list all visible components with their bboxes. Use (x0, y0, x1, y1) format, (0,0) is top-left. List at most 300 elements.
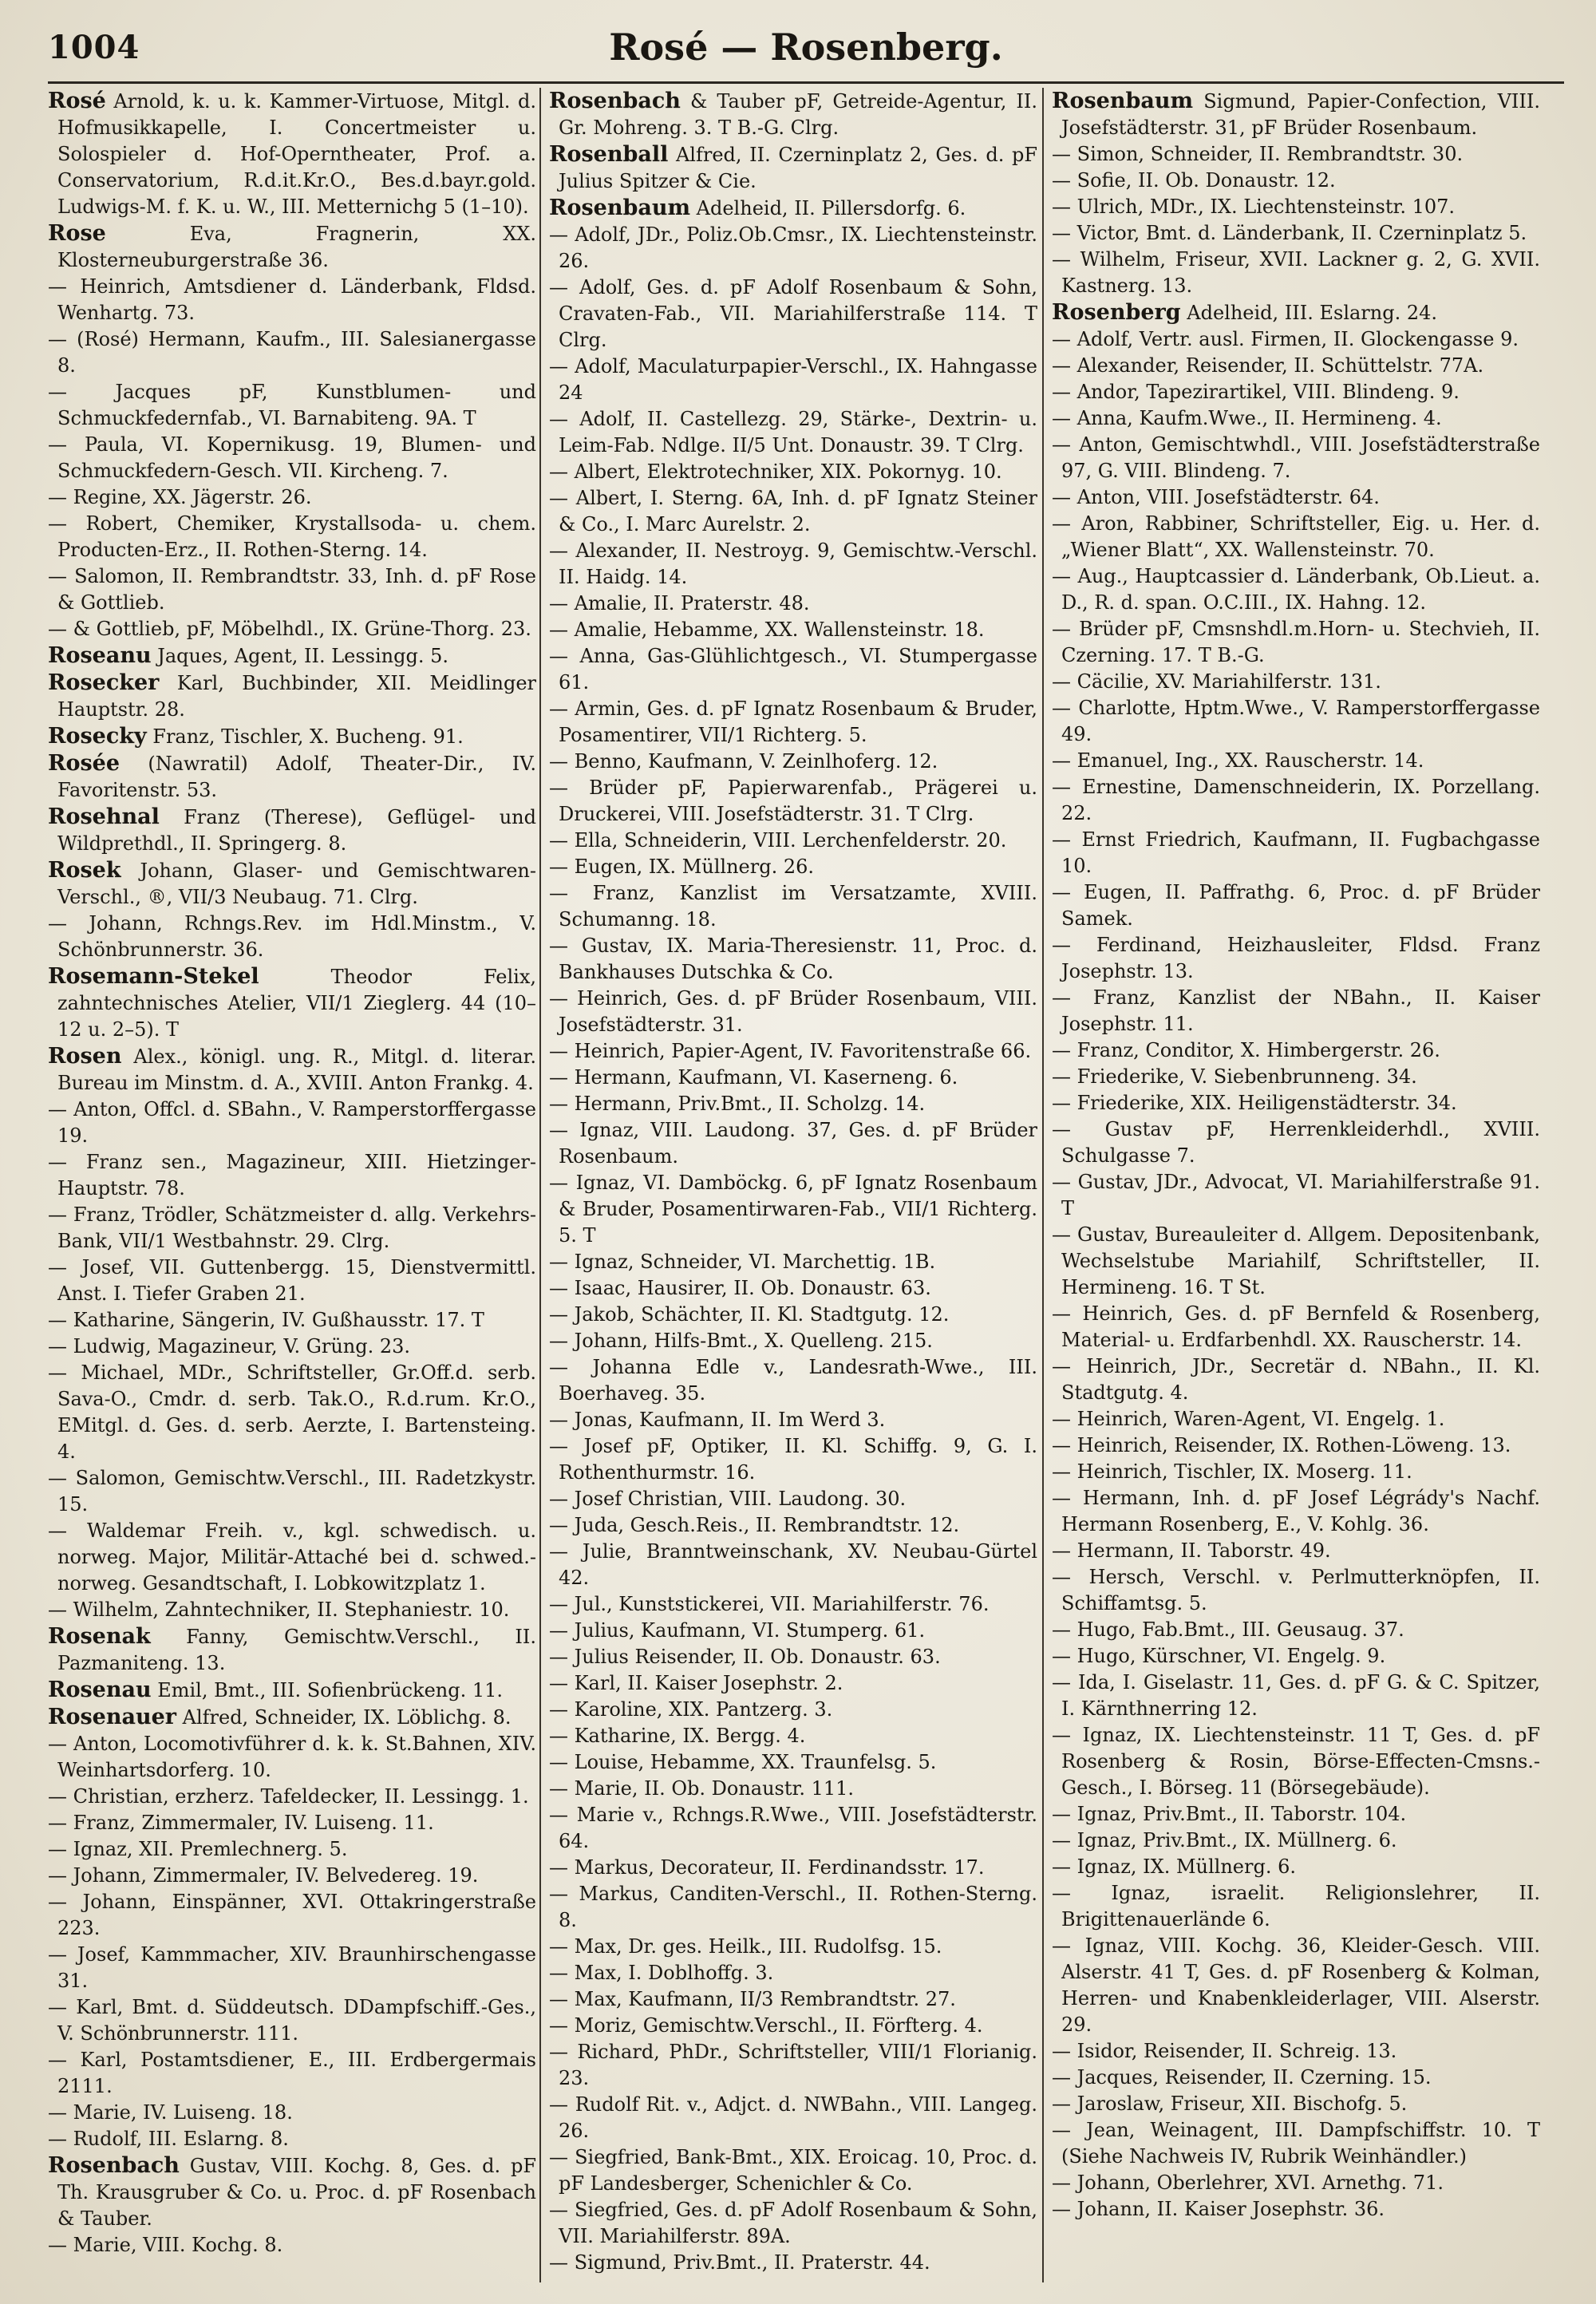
entry-text: — Max, Kaufmann, II/3 Rembrandtstr. 27. (549, 1988, 956, 2010)
entry-text: — Christian, erzherz. Tafeldecker, II. Lessingg. 1. (48, 1785, 529, 1808)
entry-text: — Albert, Elektrotechniker, XIX. Pokornyg. 10. (549, 460, 1002, 483)
entry-text: — Anton, Offcl. d. SBahn., V. Ramperstorffergasse 19. (48, 1098, 536, 1147)
directory-entry (48, 432, 536, 484)
entry-text: — Ignaz, VI. Damböckg. 6, pF Ignatz Rosenbaum & Bruder, Posamentirwaren-Fab., VII/1 Richterg. 5. T (549, 1172, 1037, 1247)
entry-text: Eva, Fragnerin, XX. Klosterneuburgerstraße 36. (57, 223, 536, 271)
entry-text: — Andor, Tapezirartikel, VIII. Blindeng. 9. (1052, 381, 1460, 403)
directory-entry (48, 670, 536, 723)
surname-heading: Roseanu (48, 643, 152, 668)
entry-text: — Hermann, II. Taborstr. 49. (1052, 1539, 1331, 1562)
directory-entry (549, 1986, 1037, 2013)
directory-entry (48, 1784, 536, 1810)
directory-entry (48, 1255, 536, 1307)
entry-text: — Anton, Locomotivführer d. k. k. St.Bahnen, XIV. Weinhartsdorferg. 10. (48, 1733, 536, 1781)
entry-text: — Ludwig, Magazineur, V. Grüng. 23. (48, 1335, 411, 1358)
directory-entry (48, 616, 536, 642)
directory-entry (1052, 405, 1540, 432)
directory-entry (1052, 669, 1540, 695)
directory-entry (549, 1644, 1037, 1670)
entry-text: — Markus, Canditen-Verschl., II. Rothen-Sterng. 8. (549, 1883, 1037, 1931)
entry-text: — Friederike, V. Siebenbrunneng. 34. (1052, 1065, 1417, 1088)
entry-text: — Hugo, Kürschner, VI. Engelg. 9. (1052, 1645, 1386, 1667)
entry-text: — Eugen, IX. Müllnerg. 26. (549, 856, 815, 878)
entry-text: — Ella, Schneiderin, VIII. Lerchenfelderstr. 20. (549, 829, 1007, 852)
entry-text: — Heinrich, JDr., Secretär d. NBahn., II. Kl. Stadtgutg. 4. (1052, 1355, 1540, 1404)
directory-entry (1052, 1064, 1540, 1090)
entry-text: & Tauber pF, Getreide-Agentur, II. Gr. Mohreng. 3. T B.-G. Clrg. (559, 90, 1037, 139)
entry-text: — Isaac, Hausirer, II. Ob. Donaustr. 63. (549, 1277, 931, 1299)
entry-text: — Ignaz, IX. Liechtensteinstr. 11 T, Ges. d. pF Rosenberg & Rosin, Börse-Effecten-Cmsns.-Gesch., I. Börseg. 11 (Börsegebäude). (1052, 1724, 1540, 1799)
entry-text: — Hermann, Kaufmann, VI. Kaserneng. 6. (549, 1066, 958, 1089)
entry-text: — Jean, Weinagent, III. Dampfschiffstr. 10. T (Siehe Nachweis IV, Rubrik Weinhändler.) (1052, 2119, 1540, 2168)
entry-text: — Gustav, IX. Maria-Theresienstr. 11, Proc. d. Bankhauses Dutschka & Co. (549, 935, 1037, 983)
entry-text: Theodor Felix, zahntechnisches Atelier, VII/1 Zieglerg. 44 (10–12 u. 2–5). T (57, 966, 536, 1041)
entry-text: Alfred, Schneider, IX. Löblichg. 8. (176, 1706, 512, 1729)
header-rule (48, 81, 1564, 84)
entry-text: — Brüder pF, Papierwarenfab., Prägerei u. Druckerei, VIII. Josefstädterstr. 31. T Clrg. (549, 777, 1037, 825)
surname-heading: Rosenbach (48, 2153, 180, 2178)
entry-text: — Ernst Friedrich, Kaufmann, II. Fugbachgasse 10. (1052, 828, 1540, 877)
entry-text: — Heinrich, Ges. d. pF Bernfeld & Rosenberg, Material- u. Erdfarbenhdl. XX. Rauscherstr. 14. (1052, 1302, 1540, 1351)
entry-text: — Julie, Branntweinschank, XV. Neubau-Gürtel 42. (549, 1540, 1037, 1589)
directory-entry (549, 933, 1037, 986)
directory-entry (549, 696, 1037, 749)
entry-text: — Isidor, Reisender, II. Schreig. 13. (1052, 2040, 1397, 2062)
directory-entry (1052, 2038, 1540, 2065)
directory-entry (1052, 774, 1540, 827)
directory-entry (549, 406, 1037, 459)
entry-text: — Jaroslaw, Friseur, XII. Bischofg. 5. (1052, 2093, 1408, 2115)
entry-text: — Josef, VII. Guttenbergg. 15, Dienstvermittl. Anst. I. Tiefer Graben 21. (48, 1256, 536, 1305)
entry-text: — Sofie, II. Ob. Donaustr. 12. (1052, 169, 1336, 192)
directory-entry (1052, 1643, 1540, 1670)
directory-entry (1052, 1828, 1540, 1854)
directory-entry (549, 1802, 1037, 1855)
directory-entry (48, 804, 536, 857)
directory-entry (48, 1097, 536, 1149)
entry-text: — Robert, Chemiker, Krystallsoda- u. chem. Producten-Erz., II. Rothen-Sterng. 14. (48, 512, 536, 561)
directory-entry (1052, 616, 1540, 669)
entry-text: — Jonas, Kaufmann, II. Im Werd 3. (549, 1409, 886, 1431)
entry-text: — Johanna Edle v., Landesrath-Wwe., III. Boerhaveg. 35. (549, 1356, 1037, 1405)
entry-text: — Emanuel, Ing., XX. Rauscherstr. 14. (1052, 749, 1424, 772)
entry-text: — Franz, Kanzlist der NBahn., II. Kaiser Josephstr. 11. (1052, 986, 1540, 1035)
directory-entry (1052, 695, 1540, 748)
directory-entry (48, 1518, 536, 1597)
entry-text: — Julius Reisender, II. Ob. Donaustr. 63. (549, 1646, 941, 1668)
entry-text: — Jakob, Schächter, II. Kl. Stadtgutg. 12. (549, 1303, 950, 1326)
surname-heading: Rosenball (549, 142, 669, 167)
entry-text: Franz, Tischler, X. Bucheng. 91. (146, 725, 464, 748)
surname-heading: Rosé (48, 89, 106, 113)
entry-text: — Simon, Schneider, II. Rembrandtstr. 30. (1052, 143, 1464, 165)
entry-text: — Ignaz, VIII. Kochg. 36, Kleider-Gesch. VIII. Alserstr. 41 T, Ges. d. pF Rosenberg & Kolman, Herren- und Knabenkleiderlager, VIII. Alserstr. 29. (1052, 1934, 1540, 2036)
directory-entry (1052, 379, 1540, 405)
directory-entry (1052, 2091, 1540, 2117)
entry-text: — Johann, II. Kaiser Josephstr. 36. (1052, 2198, 1385, 2220)
entry-text: Franz (Therese), Geflügel- und Wildprethdl., II. Springerg. 8. (57, 806, 536, 855)
entry-text: — Siegfried, Bank-Bmt., XIX. Eroicag. 10, Proc. d. pF Landesberger, Schenichler & Co. (549, 2146, 1037, 2195)
entry-text: — Josef, Kammmacher, XIV. Braunhirschengasse 31. (48, 1943, 536, 1992)
directory-entry (549, 1539, 1037, 1591)
directory-entry (48, 379, 536, 432)
directory-entry (1052, 1933, 1540, 2038)
entry-text: — Alexander, Reisender, II. Schüttelstr. 77A. (1052, 354, 1484, 377)
entry-text: — Alexander, II. Nestroyg. 9, Gemischtw.-Verschl. II. Haidg. 14. (549, 539, 1037, 588)
directory-entry (48, 1731, 536, 1784)
entry-text: — Amalie, II. Praterstr. 48. (549, 592, 810, 615)
entry-text: — Siegfried, Ges. d. pF Adolf Rosenbaum & Sohn, VII. Mariahilferstr. 89A. (549, 2199, 1037, 2247)
entry-text: — Salomon, II. Rembrandtstr. 33, Inh. d. pF Rose & Gottlieb. (48, 565, 536, 614)
entry-text: — Moriz, Gemischtw.Verschl., II. Förfterg. 4. (549, 2014, 983, 2037)
directory-entry (549, 591, 1037, 617)
directory-entry (1052, 1301, 1540, 1354)
entry-text: Alfred, II. Czerninplatz 2, Ges. d. pF Julius Spitzer & Cie. (559, 144, 1037, 192)
entry-text: — Jul., Kunststickerei, VII. Mariahilferstr. 76. (549, 1593, 990, 1615)
entry-text: Arnold, k. u. k. Kammer-Virtuose, Mitgl. d. Hofmusikkapelle, I. Concertmeister u. Solospieler d. Hof-Operntheater, Prof. a. Conservatorium, R.d.it.Kr.O., Bes.d.bayr.gold. Ludwigs-M. f. K. u. W., III. Metternichg 5 (1–10). (57, 90, 536, 218)
surname-heading: Rosenbach (549, 89, 681, 113)
directory-entry (48, 220, 536, 274)
page-number: 1004 (48, 29, 140, 66)
directory-entry (549, 195, 1037, 222)
directory-entry (549, 1170, 1037, 1249)
entry-text: — & Gottlieb, pF, Möbelhdl., IX. Grüne-Thorg. 23. (48, 618, 531, 640)
directory-entry (1052, 168, 1540, 194)
entry-text: — Aron, Rabbiner, Schriftsteller, Eig. u. Her. d. „Wiener Blatt“, XX. Wallensteinstr. 70. (1052, 512, 1540, 561)
directory-entry (1052, 432, 1540, 484)
entry-text: — Hermann, Inh. d. pF Josef Légrády's Nachf. Hermann Rosenberg, E., V. Kohlg. 36. (1052, 1487, 1540, 1535)
directory-entry (1052, 1222, 1540, 1301)
directory-entry (549, 1091, 1037, 1117)
directory-entry (549, 1328, 1037, 1354)
entry-text: — Paula, VI. Kopernikusg. 19, Blumen- und Schmuckfedern-Gesch. VII. Kircheng. 7. (48, 433, 536, 482)
surname-heading: Rosée (48, 751, 120, 776)
directory-entry (549, 1302, 1037, 1328)
entry-text: — Ignaz, Priv.Bmt., IX. Müllnerg. 6. (1052, 1829, 1397, 1851)
directory-entry (48, 1810, 536, 1836)
directory-entry (48, 2047, 536, 2100)
directory-entry (549, 617, 1037, 643)
entry-text: — Ignaz, VIII. Laudong. 37, Ges. d. pF Brüder Rosenbaum. (549, 1119, 1037, 1168)
directory-entry (48, 1202, 536, 1255)
entry-text: — Ignaz, israelit. Religionslehrer, II. Brigittenauerlände 6. (1052, 1882, 1540, 1931)
directory-entry (549, 986, 1037, 1038)
directory-entry (48, 857, 536, 911)
entry-text: — Marie, II. Ob. Donaustr. 111. (549, 1777, 855, 1800)
directory-entry (48, 2126, 536, 2152)
entry-text: — Katharine, Sängerin, IV. Gußhausstr. 17. T (48, 1309, 484, 1331)
directory-entry (1052, 141, 1540, 168)
directory-entry (48, 642, 536, 670)
directory-entry (1052, 563, 1540, 616)
directory-entry (48, 911, 536, 963)
surname-heading: Rosenau (48, 1678, 152, 1702)
column-1 (48, 88, 536, 2290)
surname-heading: Rosek (48, 858, 121, 883)
entry-text: — Hersch, Verschl. v. Perlmutterknöpfen, II. Schiffamtsg. 5. (1052, 1566, 1540, 1614)
entry-text: — Richard, PhDr., Schriftsteller, VIII/1 Florianig. 23. (549, 2041, 1037, 2089)
directory-entry (549, 1433, 1037, 1486)
entry-text: Karl, Buchbinder, XII. Meidlinger Hauptstr. 28. (57, 672, 536, 721)
directory-entry (549, 1486, 1037, 1512)
directory-entry (549, 1697, 1037, 1723)
directory-entry (1052, 1880, 1540, 1933)
directory-entry (549, 222, 1037, 275)
entry-text: — Hugo, Fab.Bmt., III. Geusaug. 37. (1052, 1618, 1404, 1641)
entry-text: — Anton, Gemischtwhdl., VIII. Josefstädterstraße 97, G. VIII. Blindeng. 7. (1052, 433, 1540, 482)
entry-text: — Anna, Gas-Glühlichtgesch., VI. Stumpergasse 61. (549, 645, 1037, 694)
entry-text: Johann, Glaser- und Gemischtwaren-Verschl., ®, VII/3 Neubaug. 71. Clrg. (57, 860, 536, 908)
directory-entry (48, 1043, 536, 1097)
entry-text: — Aug., Hauptcassier d. Länderbank, Ob.Lieut. a. D., R. d. span. O.C.III., IX. Hahng. 12. (1052, 565, 1540, 614)
directory-entry (1052, 2065, 1540, 2091)
directory-entry (549, 1618, 1037, 1644)
directory-entry (1052, 2196, 1540, 2223)
entry-text: Adelheid, II. Pillersdorfg. 6. (690, 197, 966, 219)
directory-entry (1052, 1722, 1540, 1801)
directory-entry (48, 326, 536, 379)
directory-entry (1052, 2117, 1540, 2170)
entry-text: — Albert, I. Sterng. 6A, Inh. d. pF Ignatz Steiner & Co., I. Marc Aurelstr. 2. (549, 487, 1037, 535)
directory-entry (48, 1307, 536, 1334)
directory-entry (48, 1360, 536, 1465)
directory-entry (1052, 748, 1540, 774)
directory-entry (549, 1934, 1037, 1960)
entry-text: Gustav, VIII. Kochg. 8, Ges. d. pF Th. Krausgruber & Co. u. Proc. d. pF Rosenbach & Tauber. (57, 2155, 536, 2230)
surname-heading: Rose (48, 221, 106, 246)
surname-heading: Rosenberg (1052, 300, 1181, 325)
directory-entry (1052, 2170, 1540, 2196)
directory-entry (549, 880, 1037, 933)
directory-entry (48, 1704, 536, 1731)
entry-text: — Adolf, Vertr. ausl. Firmen, II. Glockengasse 9. (1052, 328, 1519, 350)
surname-heading: Rosenauer (48, 1705, 176, 1729)
entry-text: Fanny, Gemischtw.Verschl., II. Pazmaniteng. 13. (57, 1626, 536, 1674)
entry-text: — Ignaz, Schneider, VI. Marchettig. 1B. (549, 1251, 936, 1273)
entry-text: Sigmund, Papier-Confection, VIII. Josefstädterstr. 31, pF Brüder Rosenbaum. (1061, 90, 1540, 139)
directory-entry (48, 1465, 536, 1518)
directory-entry (1052, 1090, 1540, 1116)
entry-text: — Jacques pF, Kunstblumen- und Schmuckfedernfab., VI. Barnabiteng. 9A. T (48, 381, 536, 429)
entry-text: — Rudolf Rit. v., Adjct. d. NWBahn., VIII. Langeg. 26. (549, 2093, 1037, 2142)
directory-entry (1052, 1433, 1540, 1459)
directory-entry (48, 563, 536, 616)
entry-text: — Charlotte, Hptm.Wwe., V. Ramperstorffergasse 49. (1052, 697, 1540, 745)
entry-text: — Ignaz, XII. Premlechnerg. 5. (48, 1838, 348, 1860)
directory-entry (48, 1334, 536, 1360)
entry-text: — Katharine, IX. Bergg. 4. (549, 1725, 806, 1747)
entry-text: — Franz, Kanzlist im Versatzamte, XVIII. Schumanng. 18. (549, 882, 1037, 931)
entry-text: — Jacques, Reisender, II. Czerning. 15. (1052, 2066, 1432, 2089)
directory-entry (549, 2039, 1037, 2092)
surname-heading: Rosenbaum (1052, 89, 1194, 113)
entry-text: — Ferdinand, Heizhausleiter, Fldsd. Franz Josephstr. 13. (1052, 934, 1540, 982)
directory-entry (48, 1994, 536, 2047)
directory-entry (48, 484, 536, 511)
entry-text: — Johann, Oberlehrer, XVI. Arnethg. 71. (1052, 2172, 1444, 2194)
directory-entry (549, 88, 1037, 141)
directory-entry (1052, 353, 1540, 379)
directory-entry (48, 750, 536, 804)
directory-entry (48, 2100, 536, 2126)
directory-entry (1052, 1116, 1540, 1169)
directory-entry (1052, 1670, 1540, 1722)
entry-text: Adelheid, III. Eslarng. 24. (1180, 302, 1438, 324)
directory-entry (549, 485, 1037, 538)
directory-entry (1052, 326, 1540, 353)
directory-entry (549, 828, 1037, 854)
directory-entry (549, 1249, 1037, 1275)
directory-entry (48, 1149, 536, 1202)
directory-entry (1052, 484, 1540, 511)
directory-entry (1052, 1406, 1540, 1433)
column-2 (549, 88, 1037, 2290)
entry-text: — Heinrich, Reisender, IX. Rothen-Löweng. 13. (1052, 1434, 1511, 1456)
directory-entry (549, 1038, 1037, 1065)
entry-text: — Regine, XX. Jägerstr. 26. (48, 486, 312, 508)
directory-entry (48, 963, 536, 1043)
directory-entry (1052, 985, 1540, 1037)
directory-entry (549, 2250, 1037, 2276)
entry-text: — Josef pF, Optiker, II. Kl. Schiffg. 9, G. I. Rothenthurmstr. 16. (549, 1435, 1037, 1484)
entry-text: — Ignaz, Priv.Bmt., II. Taborstr. 104. (1052, 1803, 1407, 1825)
directory-entry (549, 1881, 1037, 1934)
entry-text: — Josef Christian, VIII. Laudong. 30. (549, 1488, 907, 1510)
surname-heading: Rosecky (48, 724, 147, 749)
entry-text: (Nawratil) Adolf, Theater-Dir., IV. Favoritenstr. 53. (57, 753, 536, 801)
entry-text: — Anna, Kaufm.Wwe., II. Hermineng. 4. (1052, 407, 1442, 429)
entry-text: — Franz sen., Magazineur, XIII. Hietzinger-Hauptstr. 78. (48, 1151, 536, 1199)
directory-entry (549, 2144, 1037, 2197)
entry-text: — Wilhelm, Zahntechniker, II. Stephaniestr. 10. (48, 1599, 510, 1621)
entry-text: — Ida, I. Giselastr. 11, Ges. d. pF G. & C. Spitzer, I. Kärnthnerring 12. (1052, 1671, 1540, 1720)
entry-text: — Johann, Einspänner, XVI. Ottakringerstraße 223. (48, 1891, 536, 1939)
directory-entry (549, 459, 1037, 485)
directory-entry (1052, 194, 1540, 220)
entry-text: — Marie, IV. Luiseng. 18. (48, 2101, 293, 2124)
entry-text: — Johann, Zimmermaler, IV. Belvedereg. 19. (48, 1864, 479, 1887)
surname-heading: Rosenak (48, 1624, 151, 1649)
directory-entry (549, 1670, 1037, 1697)
entry-text: — Ulrich, MDr., IX. Liechtensteinstr. 107. (1052, 196, 1456, 218)
directory-entry (48, 88, 536, 220)
entry-text: — Gustav, JDr., Advocat, VI. Mariahilferstraße 91. T (1052, 1171, 1540, 1219)
directory-entry (549, 1749, 1037, 1776)
entry-text: — Juda, Gesch.Reis., II. Rembrandtstr. 12. (549, 1514, 960, 1536)
entry-text: — Brüder pF, Cmsnshdl.m.Horn- u. Stechvieh, II. Czerning. 17. T B.-G. (1052, 618, 1540, 666)
entry-text: — Max, I. Doblhoffg. 3. (549, 1962, 774, 1984)
directory-entry (1052, 1617, 1540, 1643)
surname-heading: Rosehnal (48, 804, 160, 829)
entry-text: — Armin, Ges. d. pF Ignatz Rosenbaum & Bruder, Posamentirer, VII/1 Richterg. 5. (549, 698, 1037, 746)
directory-entry (1052, 247, 1540, 299)
entry-text: — Rudolf, III. Eslarng. 8. (48, 2128, 289, 2150)
directory-entry (1052, 1854, 1540, 1880)
entry-text: — (Rosé) Hermann, Kaufm., III. Salesianergasse 8. (48, 328, 536, 377)
directory-entry (48, 1889, 536, 1942)
entry-text: — Adolf, Ges. d. pF Adolf Rosenbaum & Sohn, Cravaten-Fab., VII. Mariahilferstraße 114. T Clrg. (549, 276, 1037, 351)
entry-text: — Wilhelm, Friseur, XVII. Lackner g. 2, G. XVII. Kastnerg. 13. (1052, 248, 1540, 297)
entry-text: — Karl, Bmt. d. Süddeutsch. DDampfschiff.-Ges., V. Schönbrunnerstr. 111. (48, 1996, 536, 2045)
directory-entry (549, 1960, 1037, 1986)
directory-entry (549, 1275, 1037, 1302)
entry-text: — Friederike, XIX. Heiligenstädterstr. 34. (1052, 1092, 1457, 1114)
directory-entry (549, 854, 1037, 880)
entry-text: — Johann, Rchngs.Rev. im Hdl.Minstm., V. Schönbrunnerstr. 36. (48, 912, 536, 961)
surname-heading: Rosemann-Stekel (48, 964, 259, 989)
entry-text: — Max, Dr. ges. Heilk., III. Rudolfsg. 15. (549, 1935, 942, 1958)
directory-entry (48, 1677, 536, 1704)
entry-text: — Marie v., Rchngs.R.Wwe., VIII. Josefstädterstr. 64. (549, 1804, 1037, 1852)
directory-entry (549, 643, 1037, 696)
directory-entry (549, 1776, 1037, 1802)
entry-text: — Amalie, Hebamme, XX. Wallensteinstr. 18. (549, 618, 985, 641)
directory-entry (549, 1512, 1037, 1539)
entry-text: — Gustav, Bureauleiter d. Allgem. Depositenbank, Wechselstube Mariahilf, Schriftsteller, II. Hermineng. 16. T St. (1052, 1223, 1540, 1298)
entry-text: — Franz, Conditor, X. Himbergerstr. 26. (1052, 1039, 1440, 1061)
directory-entry (1052, 1564, 1540, 1617)
entry-text: — Salomon, Gemischtw.Verschl., III. Radetzkystr. 15. (48, 1467, 536, 1516)
directory-entry (1052, 932, 1540, 985)
entry-text: — Heinrich, Ges. d. pF Brüder Rosenbaum, VIII. Josefstädterstr. 31. (549, 987, 1037, 1036)
entry-text: — Benno, Kaufmann, V. Zeinlhoferg. 12. (549, 750, 938, 773)
entry-text: — Heinrich, Tischler, IX. Moserg. 11. (1052, 1460, 1412, 1483)
entry-text: — Julius, Kaufmann, VI. Stumperg. 61. (549, 1619, 926, 1642)
directory-entry (48, 511, 536, 563)
entry-text: — Ignaz, IX. Müllnerg. 6. (1052, 1855, 1296, 1878)
entry-text: Jaques, Agent, II. Lessingg. 5. (151, 645, 449, 667)
surname-heading: Rosen (48, 1044, 122, 1069)
entry-text: — Sigmund, Priv.Bmt., II. Praterstr. 44. (549, 2251, 930, 2274)
directory-entry (48, 274, 536, 326)
surname-heading: Rosecker (48, 670, 160, 695)
directory-entry (1052, 220, 1540, 247)
directory-columns (48, 88, 1564, 2290)
entry-text: — Cäcilie, XV. Mariahilferstr. 131. (1052, 670, 1381, 693)
directory-entry (549, 1407, 1037, 1433)
directory-entry (549, 141, 1037, 195)
directory-entry (1052, 1354, 1540, 1406)
page-header (48, 22, 1564, 78)
entry-text: — Hermann, Priv.Bmt., II. Scholzg. 14. (549, 1093, 926, 1115)
entry-text: Emil, Bmt., III. Sofienbrückeng. 11. (151, 1679, 504, 1701)
directory-entry (549, 1591, 1037, 1618)
directory-entry (549, 1855, 1037, 1881)
directory-entry (1052, 1459, 1540, 1485)
directory-entry (48, 1836, 536, 1863)
directory-entry (549, 354, 1037, 406)
entry-text: — Gustav pF, Herrenkleiderhdl., XVIII. Schulgasse 7. (1052, 1118, 1540, 1167)
directory-entry (549, 749, 1037, 775)
directory-entry (48, 1942, 536, 1994)
entry-text: — Michael, MDr., Schriftsteller, Gr.Off.d. serb. Sava-O., Cmdr. d. serb. Tak.O., R.d.rum. Kr.O., EMitgl. d. Ges. d. serb. Aerzte, I. Bartensteing. 4. (48, 1361, 536, 1463)
entry-text: — Marie, VIII. Kochg. 8. (48, 2234, 283, 2256)
directory-entry (1052, 88, 1540, 141)
directory-entry (549, 2197, 1037, 2250)
directory-entry (549, 1723, 1037, 1749)
directory-entry (549, 775, 1037, 828)
directory-entry (549, 1117, 1037, 1170)
directory-entry (1052, 1037, 1540, 1064)
entry-text: — Karl, Postamtsdiener, E., III. Erdbergermais 2111. (48, 2049, 536, 2097)
entry-text: — Johann, Hilfs-Bmt., X. Quelleng. 215. (549, 1330, 933, 1352)
directory-entry (48, 1597, 536, 1623)
directory-entry (549, 1065, 1037, 1091)
directory-entry (48, 2232, 536, 2259)
directory-entry (48, 723, 536, 750)
entry-text: — Heinrich, Amtsdiener d. Länderbank, Fldsd. Wenhartg. 73. (48, 275, 536, 324)
entry-text: — Waldemar Freih. v., kgl. schwedisch. u. norweg. Major, Militär-Attaché bei d. schwed.-norweg. Gesandtschaft, I. Lobkowitzplatz 1. (48, 1520, 536, 1595)
